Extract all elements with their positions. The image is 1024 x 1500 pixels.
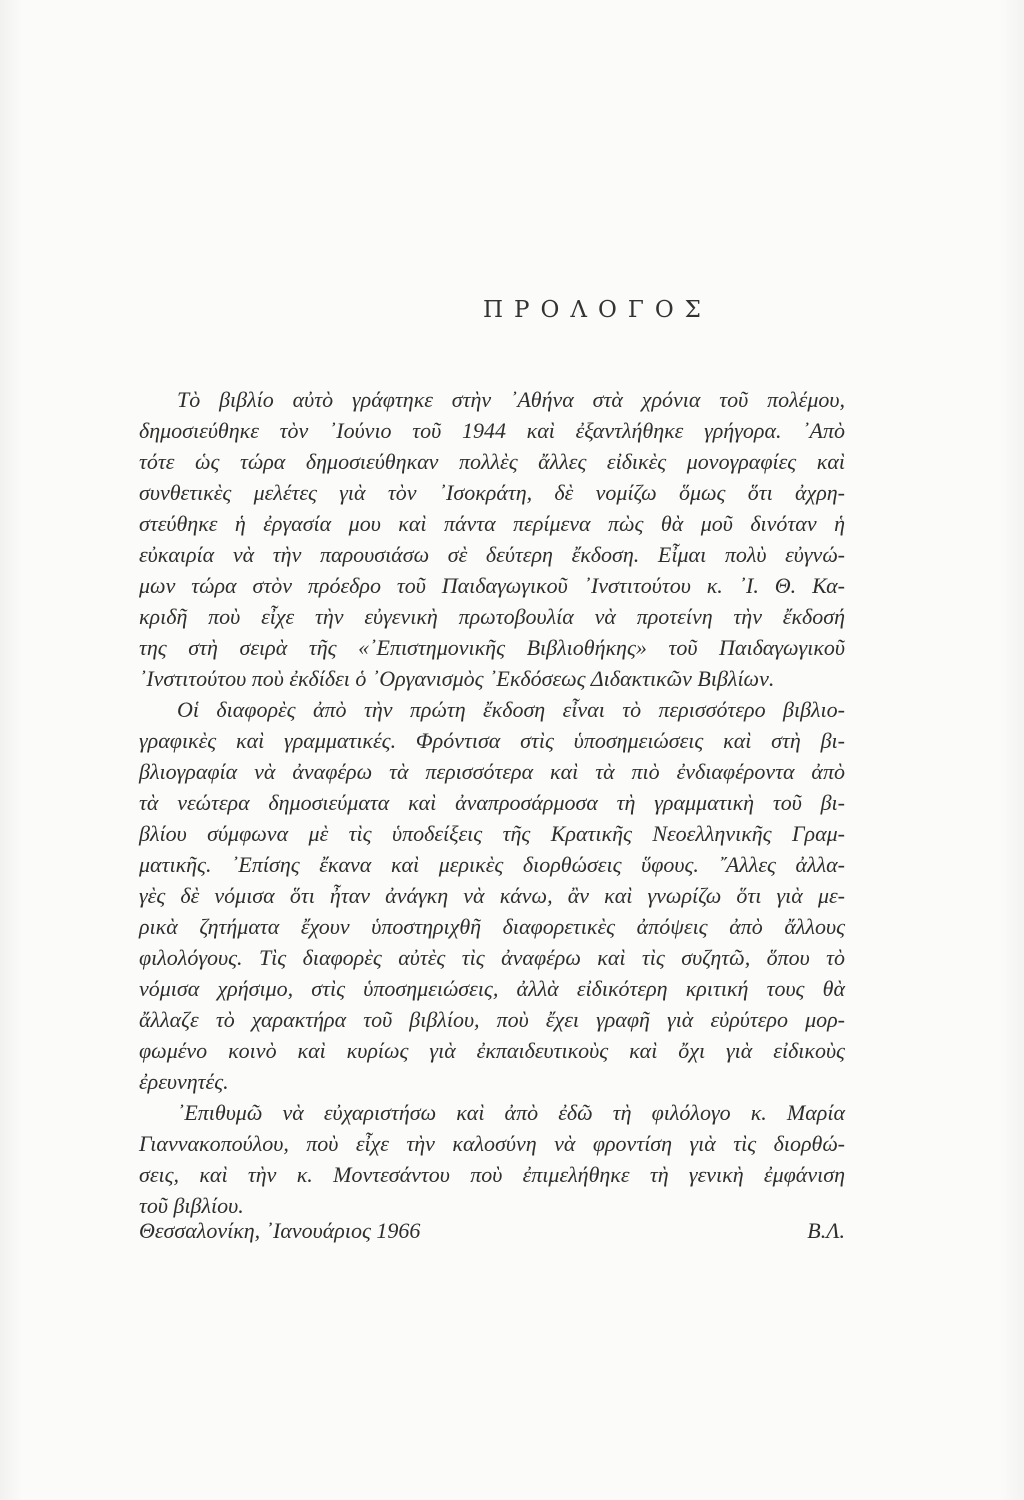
text-line: σεις, καὶ τὴν κ. Μοντεσάντου ποὺ ἐπιμελήθηκε τὴ γενικὴ ἐμφάνιση <box>139 1162 845 1187</box>
text-line: βλίου σύμφωνα μὲ τὶς ὑποδείξεις τῆς Κρατικῆς Νεοελληνικῆς Γραμ- <box>139 821 845 846</box>
text-line: γὲς δὲ νόμισα ὅτι ἦταν ἀνάγκη νὰ κάνω, ἂν καὶ γνωρίζω ὅτι γιὰ με- <box>139 883 845 908</box>
text-line: ᾿Επιθυμῶ νὰ εὐχαριστήσω καὶ ἀπὸ ἐδῶ τὴ φιλόλογο κ. Μαρία <box>177 1100 845 1125</box>
text-line: τὰ νεώτερα δημοσιεύματα καὶ ἀναπροσάρμοσα τὴ γραμματικὴ τοῦ βι- <box>139 790 845 815</box>
paragraph-3 <box>139 1097 845 1221</box>
preface-body <box>139 384 845 1221</box>
text-line: βλιογραφία νὰ ἀναφέρω τὰ περισσότερα καὶ τὰ πιὸ ἐνδιαφέροντα ἀπὸ <box>139 759 845 784</box>
text-line: εὐκαιρία νὰ τὴν παρουσιάσω σὲ δεύτερη ἔκδοση. Εἶμαι πολὺ εὐγνώ- <box>139 542 845 567</box>
author-initials: Β.Λ. <box>807 1218 845 1243</box>
text-line: φιλολόγους. Τὶς διαφορὲς αὐτὲς τὶς ἀναφέρω καὶ τὶς συζητῶ, ὅπου τὸ <box>139 945 845 970</box>
text-line: συνθετικὲς μελέτες γιὰ τὸν ᾿Ισοκράτη, δὲ νομίζω ὅμως ὅτι ἀχρη- <box>139 480 845 505</box>
text-line: ᾿Ινστιτούτου ποὺ ἐκδίδει ὁ ᾿Οργανισμὸς ᾿Εκδόσεως Διδακτικῶν Βιβλίων. <box>139 666 775 691</box>
text-line: ἐρευνητές. <box>139 1069 229 1094</box>
text-line: τοῦ βιβλίου. <box>139 1193 244 1218</box>
text-line: νόμισα χρήσιμο, στὶς ὑποσημειώσεις, ἀλλὰ εἰδικότερη κριτική τους θὰ <box>139 976 845 1001</box>
text-line: της στὴ σειρὰ τῆς «᾿Επιστημονικῆς Βιβλιοθήκης» τοῦ Παιδαγωγικοῦ <box>139 635 845 660</box>
text-line: δημοσιεύθηκε τὸν ᾿Ιούνιο τοῦ 1944 καὶ ἐξαντλήθηκε γρήγορα. ᾿Απὸ <box>139 418 845 443</box>
text-line: τότε ὡς τώρα δημοσιεύθηκαν πολλὲς ἄλλες εἰδικὲς μονογραφίες καὶ <box>139 449 845 474</box>
text-line: ματικῆς. ᾿Επίσης ἔκανα καὶ μερικὲς διορθώσεις ὕφους. ῎Αλλες ἀλλα- <box>139 852 845 877</box>
text-line: Γιαννακοπούλου, ποὺ εἶχε τὴν καλοσύνη νὰ φροντίση γιὰ τὶς διορθώ- <box>139 1131 845 1156</box>
place-date: Θεσσαλονίκη, ᾿Ιανουάριος 1966 <box>139 1218 421 1243</box>
text-line: ρικὰ ζητήματα ἔχουν ὑποστηριχθῆ διαφορετικὲς ἀπόψεις ἀπὸ ἄλλους <box>139 914 845 939</box>
text-line: στεύθηκε ἡ ἐργασία μου καὶ πάντα περίμενα πὼς θὰ μοῦ δινόταν ἡ <box>139 511 845 536</box>
text-line: Οἱ διαφορὲς ἀπὸ τὴν πρώτη ἔκδοση εἶναι τὸ περισσότερο βιβλιο- <box>177 697 845 722</box>
text-line: φωμένο κοινὸ καὶ κυρίως γιὰ ἐκπαιδευτικοὺς καὶ ὄχι γιὰ εἰδικοὺς <box>139 1038 845 1063</box>
paragraph-2 <box>139 694 845 1097</box>
text-line: μων τώρα στὸν πρόεδρο τοῦ Παιδαγωγικοῦ ᾿Ινστιτούτου κ. ᾿Ι. Θ. Κα- <box>139 573 845 598</box>
text-line: ἄλλαζε τὸ χαρακτήρα τοῦ βιβλίου, ποὺ ἔχει γραφῆ γιὰ εὐρύτερο μορ- <box>139 1007 845 1032</box>
text-line: Τὸ βιβλίο αὐτὸ γράφτηκε στὴν ᾿Αθήνα στὰ χρόνια τοῦ πολέμου, <box>177 387 845 412</box>
paragraph-1 <box>139 384 845 694</box>
text-line: γραφικὲς καὶ γραμματικές. Φρόντισα στὶς ὑποσημειώσεις καὶ στὴ βι- <box>139 728 845 753</box>
text-line: κριδῆ ποὺ εἶχε τὴν εὐγενικὴ πρωτοβουλία νὰ προτείνη τὴν ἔκδοσή <box>139 604 845 629</box>
page-title: ΠΡΟΛΟΓΟΣ <box>483 297 712 323</box>
